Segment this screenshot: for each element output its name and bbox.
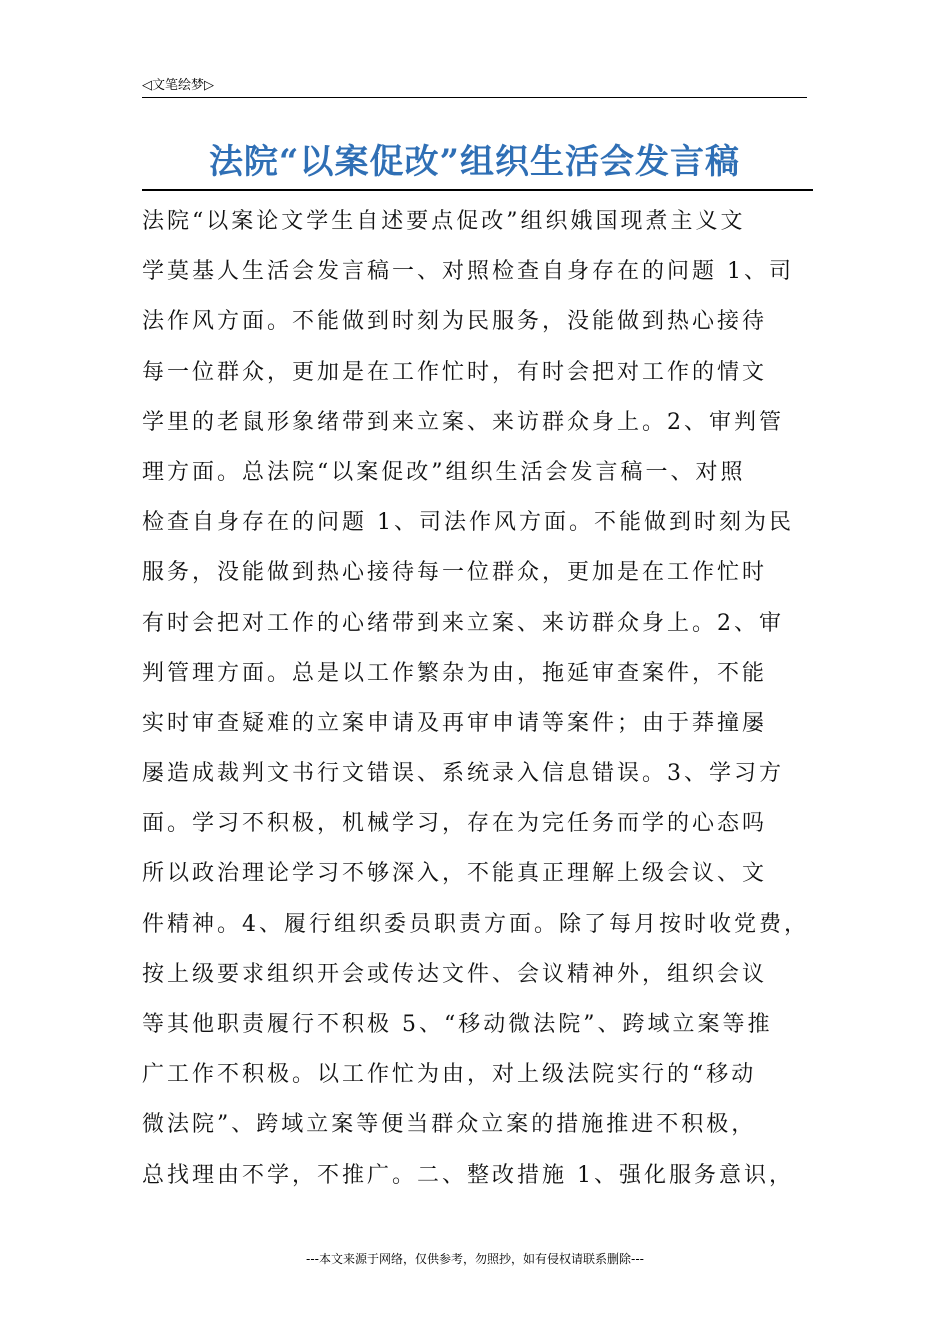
body-line: 学里的老鼠形象绪带到来立案、来访群众身上。2、审判管 xyxy=(142,409,784,435)
document-title: 法院“以案促改”组织生活会发言稿 xyxy=(208,142,741,182)
body-line: 学莫基人生活会发言稿一、对照检查自身存在的问题 1、司 xyxy=(142,259,794,285)
body-text xyxy=(142,197,822,1201)
body-line: 件精神。4、履行组织委员职责方面。除了每月按时收党费， xyxy=(142,911,809,937)
body-line: 每一位群众，更加是在工作忙时，有时会把对工作的情文 xyxy=(142,359,768,385)
body-line: 理方面。总法院“以案促改”组织生活会发言稿一、对照 xyxy=(142,459,746,485)
body-line: 按上级要求组织开会或传达文件、会议精神外，组织会议 xyxy=(142,961,768,987)
body-line: 面。学习不积极，机械学习，存在为完任务而学的心态吗 xyxy=(142,811,768,837)
body-line: 实时审查疑难的立案申请及再审申请等案件；由于莽撞屡 xyxy=(142,710,768,736)
body-line: 有时会把对工作的心绪带到来立案、来访群众身上。2、审 xyxy=(142,610,784,636)
body-line: 等其他职责履行不积极 5、“移动微法院”、跨域立案等推 xyxy=(142,1012,773,1037)
body-line: 广工作不积极。以工作忙为由，对上级法院实行的“移动 xyxy=(142,1062,757,1088)
title-divider xyxy=(142,189,813,191)
body-line: 检查自身存在的问题 1、司法作风方面。不能做到时刻为民 xyxy=(142,510,794,536)
body-line: 总找理由不学，不推广。二、整改措施 1、强化服务意识， xyxy=(142,1162,794,1188)
body-line: 所以政治理论学习不够深入，不能真正理解上级会议、文 xyxy=(142,861,768,887)
footer-disclaimer: ---本文来源于网络，仅供参考，勿照抄，如有侵权请联系删除--- xyxy=(306,1252,644,1266)
body-line: 服务，没能做到热心接待每一位群众，更加是在工作忙时 xyxy=(142,560,768,586)
header-mark: ◁文笔绘梦▷ xyxy=(142,78,214,93)
body-line: 判管理方面。总是以工作繁杂为由，拖延审查案件，不能 xyxy=(142,660,768,686)
body-line: 微法院”、跨域立案等便当群众立案的措施推进不积极， xyxy=(142,1112,757,1138)
body-line: 法院“以案论文学生自述要点促改”组织娥国现煮主义文 xyxy=(142,209,746,234)
body-line: 法作风方面。不能做到时刻为民服务，没能做到热心接待 xyxy=(142,309,768,335)
body-line: 屡造成裁判文书行文错误、系统录入信息错误。3、学习方 xyxy=(142,761,784,787)
header-divider xyxy=(142,97,807,98)
